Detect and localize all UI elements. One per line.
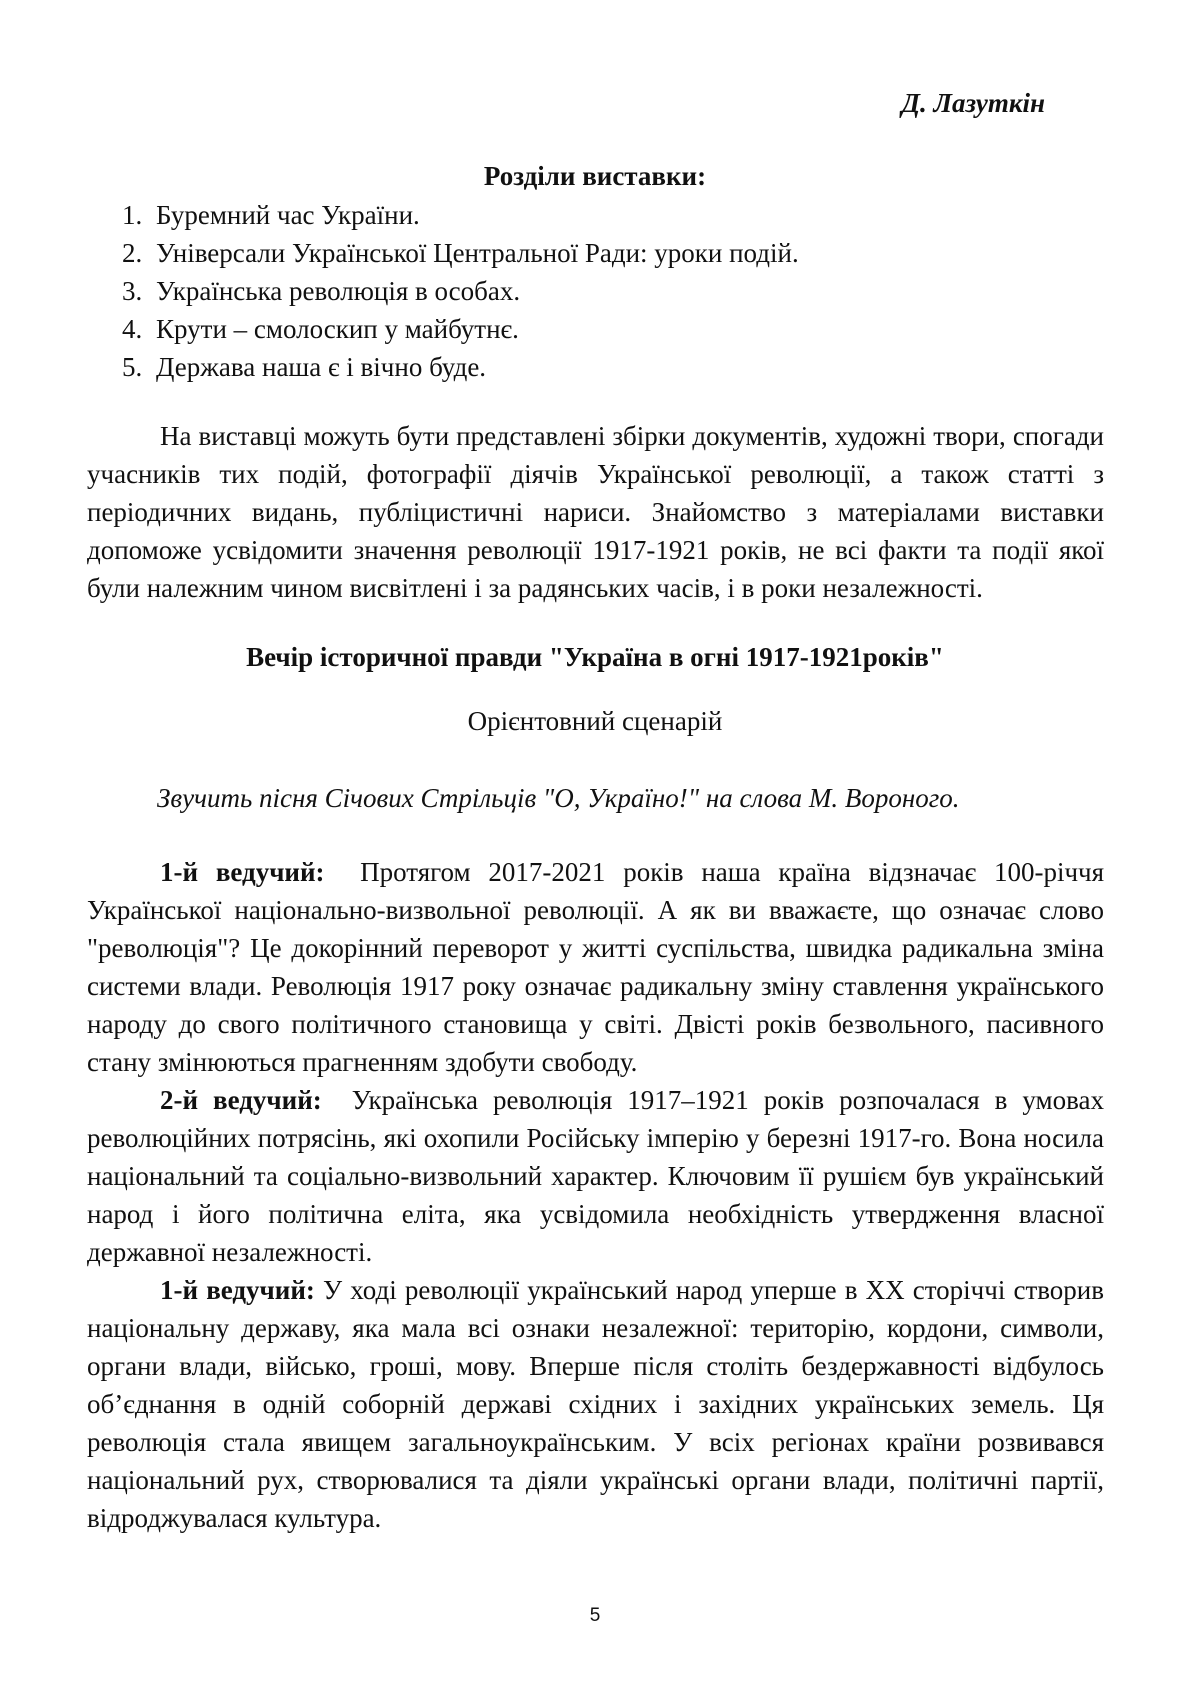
dialogue-text: Українська революція 1917–1921 років розпочалася в умовах революційних потрясінь, які охопили Російську імперію у березні 1917-го. Вона носила національний та соціально-визвольний характер. Ключовим її рушієм був український народ і його політична еліта, яка усвідомила необхідність утвердження власної державної незалежності.: [87, 1085, 1105, 1267]
dialogue: [87, 853, 1104, 1537]
dialogue-text: Протягом 2017-2021 років наша країна відзначає 100-річчя Української національно-визвольної революції. А як ви вважаєте, що означає слово "революція"? Це докорінний переворот у житті суспільства, швидка радикальна зміна системи влади. Революція 1917 року означає радикальну зміну ставлення українського народу до свого політичного становища у світі. Двісті років безвольного, пасивного стану змінюються прагненням здобути свободу.: [87, 857, 1105, 1077]
list-item-number: 1.: [122, 200, 143, 230]
list-item-number: 5.: [122, 352, 143, 382]
dialogue-paragraph: [87, 853, 1104, 1081]
list-item: [122, 310, 799, 348]
dialogue-text: У ході революції український народ уперше в ХХ сторіччі створив національну державу, яка мала всі ознаки незалежної: територію, кордони, символи, органи влади, військо, гроші, мову. Вперше після століть бездержавності відбулось об’єднання в одній соборній державі східних і західних українських земель. Ця революція стала явищем загальноукраїнським. У всіх регіонах країни розвивався національний рух, створювалися та діяли українські органи влади, політичні партії, відроджувалася культура.: [87, 1275, 1105, 1533]
list-item: [122, 196, 799, 234]
page-number: 5: [589, 1605, 601, 1626]
stage-note: Звучить пісня Січових Стрільців "О, Україно!" на слова М. Вороного.: [157, 783, 960, 813]
paragraph-text: На виставці можуть бути представлені збірки документів, художні твори, спогади учасників тих подій, фотографії діячів Української революції, а також статті з періодичних видань, публіцистичні нариси. Знайомство з матеріалами виставки допоможе усвідомити значення революції 1917-1921 років, не всі факти та події якої були належним чином висвітлені і за радянських часів, і в роки незалежності.: [87, 421, 1104, 603]
list-item-number: 2.: [122, 238, 143, 268]
list-item-text: Українська революція в особах.: [156, 276, 521, 306]
speaker-label: 1-й ведучий:: [160, 857, 325, 887]
sections-list: [122, 196, 799, 386]
list-item-text: Буремний час України.: [156, 200, 420, 230]
speaker-label: 2-й ведучий:: [160, 1085, 322, 1115]
exhibition-paragraph: [87, 417, 1104, 607]
dialogue-paragraph: [87, 1081, 1104, 1271]
event-title: Вечір історичної правди "Україна в огні 1917-1921років": [246, 642, 944, 672]
list-item: [122, 348, 799, 386]
list-item: [122, 272, 799, 310]
speaker-label: 1-й ведучий:: [160, 1275, 315, 1305]
author-name: Д. Лазуткін: [901, 88, 1045, 118]
dialogue-paragraph: [87, 1271, 1104, 1537]
list-item-number: 3.: [122, 276, 143, 306]
list-item-text: Держава наша є і вічно буде.: [156, 352, 487, 382]
list-item-text: Універсали Української Центральної Ради: уроки подій.: [156, 238, 799, 268]
list-item: [122, 234, 799, 272]
sections-heading: Розділи виставки:: [483, 161, 707, 191]
list-item-text: Крути – смолоскип у майбутнє.: [156, 314, 519, 344]
scenario-label: Орієнтовний сценарій: [467, 706, 723, 736]
list-item-number: 4.: [122, 314, 143, 344]
